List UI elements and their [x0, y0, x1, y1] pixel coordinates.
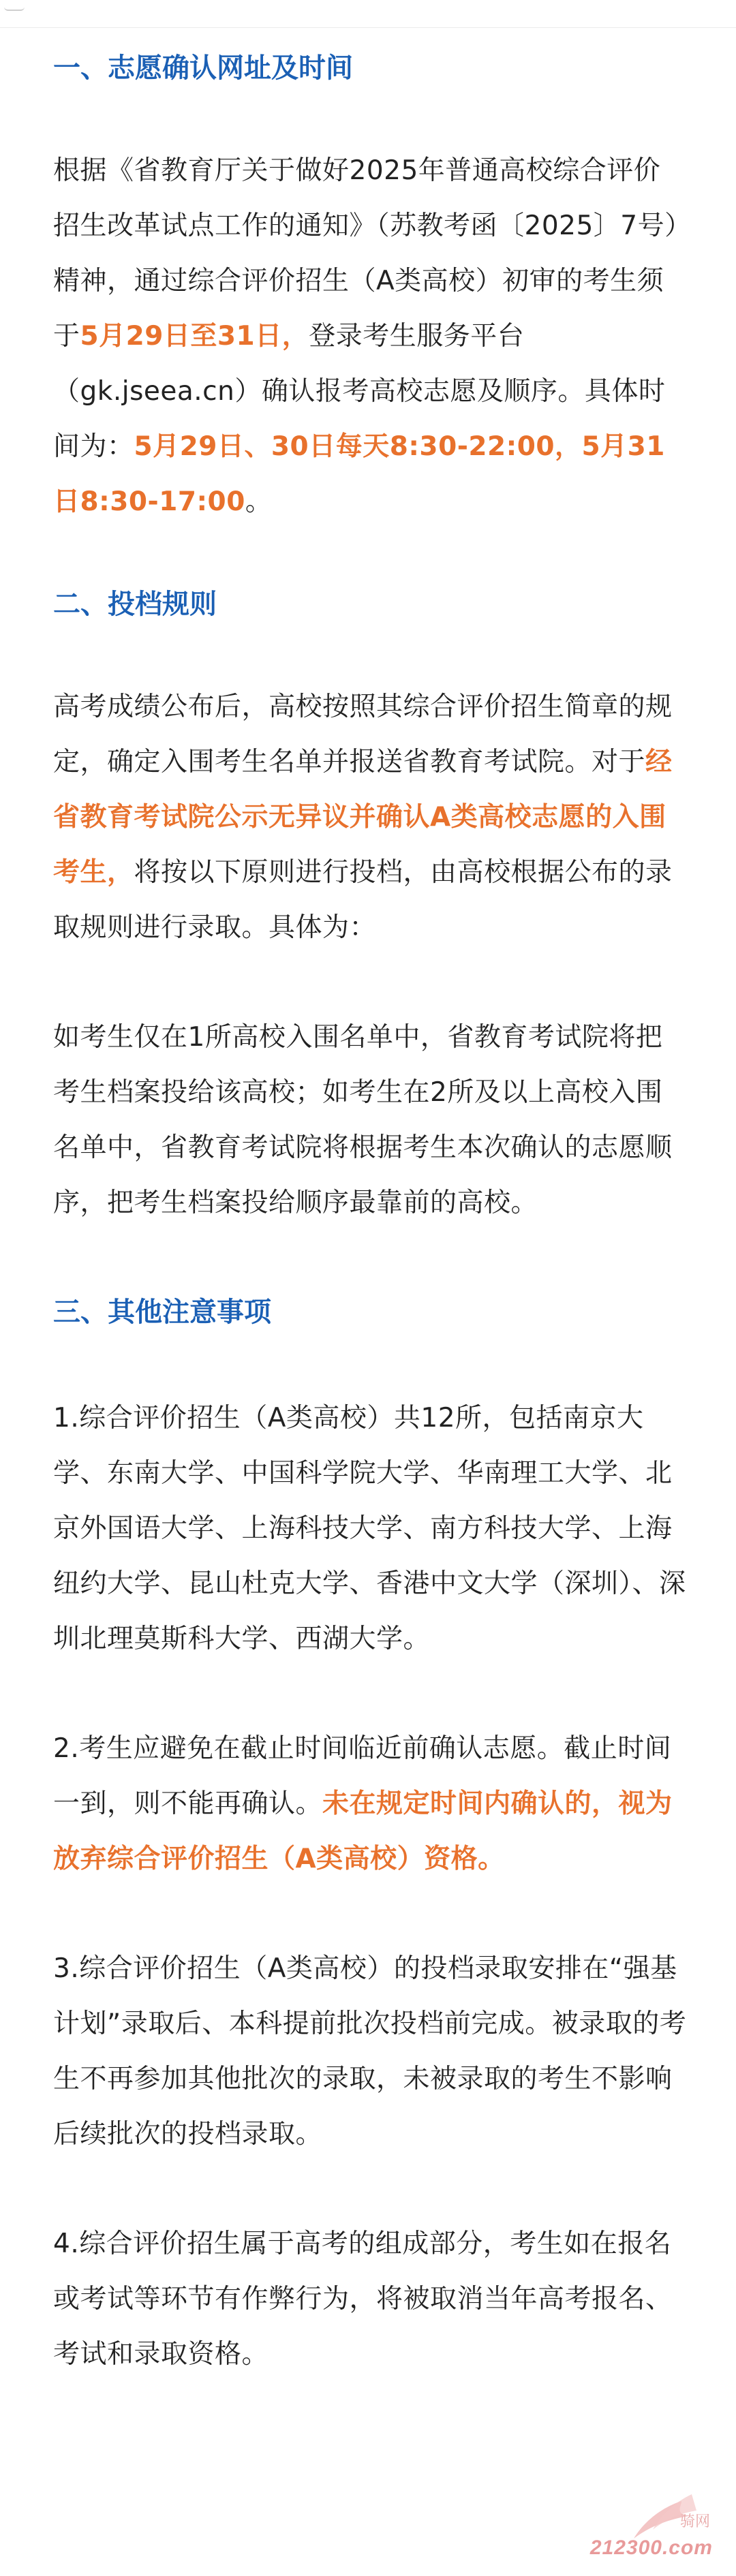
highlighted-text: 未在规定时间内确认的，视为放弃综合评价招生（A类高校）资格。: [53, 1788, 673, 1874]
watermark-label: 骑网: [679, 2513, 710, 2530]
section-heading-3: 三、其他注意事项: [53, 1297, 271, 1328]
paragraph-note-2: [53, 1721, 687, 1887]
text-run: 2.考生应避免在截止时间临近前确认志愿。截止时间一到，则不能再确认。: [53, 1733, 672, 1819]
section-heading-2: 二、投档规则: [53, 589, 217, 620]
paragraph-note-3: [53, 1941, 687, 2162]
article-body: [53, 27, 687, 2382]
text-run: 。: [245, 486, 273, 517]
highlighted-text: 经省教育考试院公示无异议并确认A类高校志愿的入围考生，: [53, 747, 673, 888]
text-run: 高考成绩公布后，高校按照其综合评价招生简章的规定，确定入围考生名单并报送省教育考试院。对于: [53, 692, 673, 777]
paragraph-note-4: [53, 2216, 687, 2382]
top-strip: [0, 0, 736, 28]
text-run: 登录考生服务平台（gk.jseea.cn）确认报考高校志愿及顺序。具体时间为：: [53, 321, 666, 462]
paragraph-admission-detail: [53, 1010, 687, 1230]
text-run: 3.综合评价招生（A类高校）的投档录取安排在“强基计划”录取后、本科提前批次投档前完成。被录取的考生不再参加其他批次的录取，未被录取的考生不影响后续批次的投档录取。: [53, 1953, 687, 2150]
paragraph-confirmation-time: [53, 143, 687, 529]
top-edge-mark: [4, 0, 25, 11]
watermark-site: 212300.com: [589, 2536, 713, 2559]
paragraph-note-1: [53, 1391, 687, 1666]
highlighted-text: 5月29日至31日，: [80, 321, 309, 352]
text-run: 将按以下原则进行投档，由高校根据公布的录取规则进行录取。具体为：: [53, 857, 673, 943]
paragraph-admission-rule: [53, 679, 687, 955]
section-heading-1: 一、志愿确认网址及时间: [53, 52, 353, 84]
text-run: 4.综合评价招生属于高考的组成部分，考生如在报名或考试等环节有作弊行为，将被取消当年高考报名、考试和录取资格。: [53, 2229, 673, 2370]
highlighted-text: 5月29日、30日每天8:30-22:00，5月31日8:30-17:00: [53, 431, 665, 517]
text-run: 1.综合评价招生（A类高校）共12所，包括南京大学、东南大学、中国科学院大学、华南理工大学、北京外国语大学、上海科技大学、南方科技大学、上海纽约大学、昆山杜克大学、香港中文大学（深圳）、深圳北理莫斯科大学、西湖大学。: [53, 1403, 686, 1654]
text-run: 如考生仅在1所高校入围名单中，省教育考试院将把考生档案投给该高校；如考生在2所及以上高校入围名单中，省教育考试院将根据考生本次确认的志愿顺序，把考生档案投给顺序最靠前的高校。: [53, 1022, 673, 1218]
text-run: 根据《省教育厅关于做好2025年普通高校综合评价招生改革试点工作的通知》（苏教考函〔2025〕7号）精神，通过综合评价招生（A类高校）初审的考生须于: [53, 155, 679, 352]
